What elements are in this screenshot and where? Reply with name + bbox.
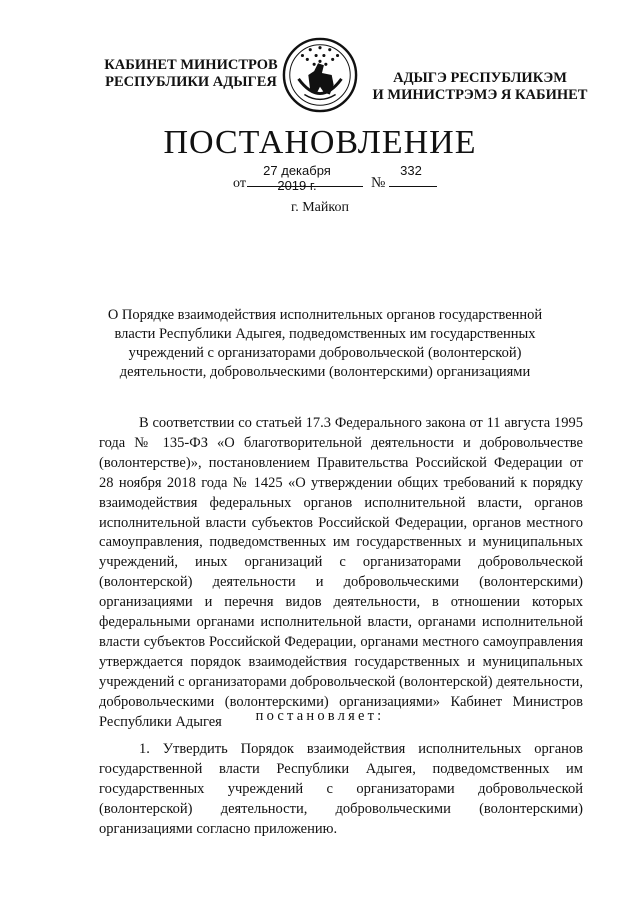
document-number: 332: [400, 163, 422, 178]
decree-item: 1. Утвердить Порядок взаимодействия исполнительных органов государственной власти Республики Адыгея, подведомственных им государственных учреждений с организаторами добровольческой (волонтерской) деятельности, добровольческими (волонтерскими) организациями согласно приложению.: [99, 741, 583, 837]
number-prefix: №: [371, 175, 386, 191]
date-prefix: от: [233, 176, 246, 191]
preamble: [99, 414, 583, 733]
city: г. Майкоп: [291, 200, 349, 215]
decree-word: постановляет:: [255, 708, 385, 724]
issuer-name-russian: [96, 57, 286, 91]
issuer-name-adyghe-line1: АДЫГЭ РЕСПУБЛИКЭМ: [393, 70, 567, 86]
document-date: 27 декабря 2019 г.: [263, 163, 331, 193]
number-underline: [389, 186, 437, 187]
document-title: ПОСТАНОВЛЕНИЕ: [163, 124, 477, 161]
issuer-name-adyghe: [360, 70, 600, 104]
document-subject: О Порядке взаимодействия исполнительных органов государственной власти Республики Адыгея, подведомственных им государственных учреждений с организаторами добровольческой (волонтерской) деятельности, добровольческими (волонтерскими) организациями: [107, 307, 543, 380]
issuer-name-adyghe-line2: И МИНИСТРЭМЭ Я КАБИНЕТ: [372, 87, 588, 103]
adygea-coat-of-arms-icon: [281, 36, 359, 114]
issuer-name-russian-line1: КАБИНЕТ МИНИСТРОВ: [104, 57, 278, 73]
date-underline: [247, 186, 363, 187]
date-number-row: [0, 163, 640, 193]
preamble-paragraph: В соответствии со статьей 17.3 Федерального закона от 11 августа 1995 года № 135-ФЗ «О благотворительной деятельности и добровольчестве (волонтерстве)», постановлением Правительства Российской Федерации от 28 ноября 2018 года № 1425 «О утверждении общих требований к порядку взаимодействия федеральных органов исполнительной власти, органов исполнительной власти субъектов Российской Федерации, органов местного самоуправления, подведомственных им государственных и муниципальных учреждений, иных организаций с организаторами добровольческой (волонтерской) деятельности и добровольческими (волонтерскими) организациями и перечня видов деятельности, в отношении которых федеральными органами исполнительной власти, органами исполнительной власти субъектов Российской Федерации, органами местного самоуправления утверждается порядок взаимодействия государственных и муниципальных учреждений с организаторами добровольческой (волонтерской) деятельности, добровольческими (волонтерскими) организациями» Кабинет Министров Республики Адыгея: [99, 415, 583, 730]
issuer-name-russian-line2: РЕСПУБЛИКИ АДЫГЕЯ: [105, 74, 277, 90]
